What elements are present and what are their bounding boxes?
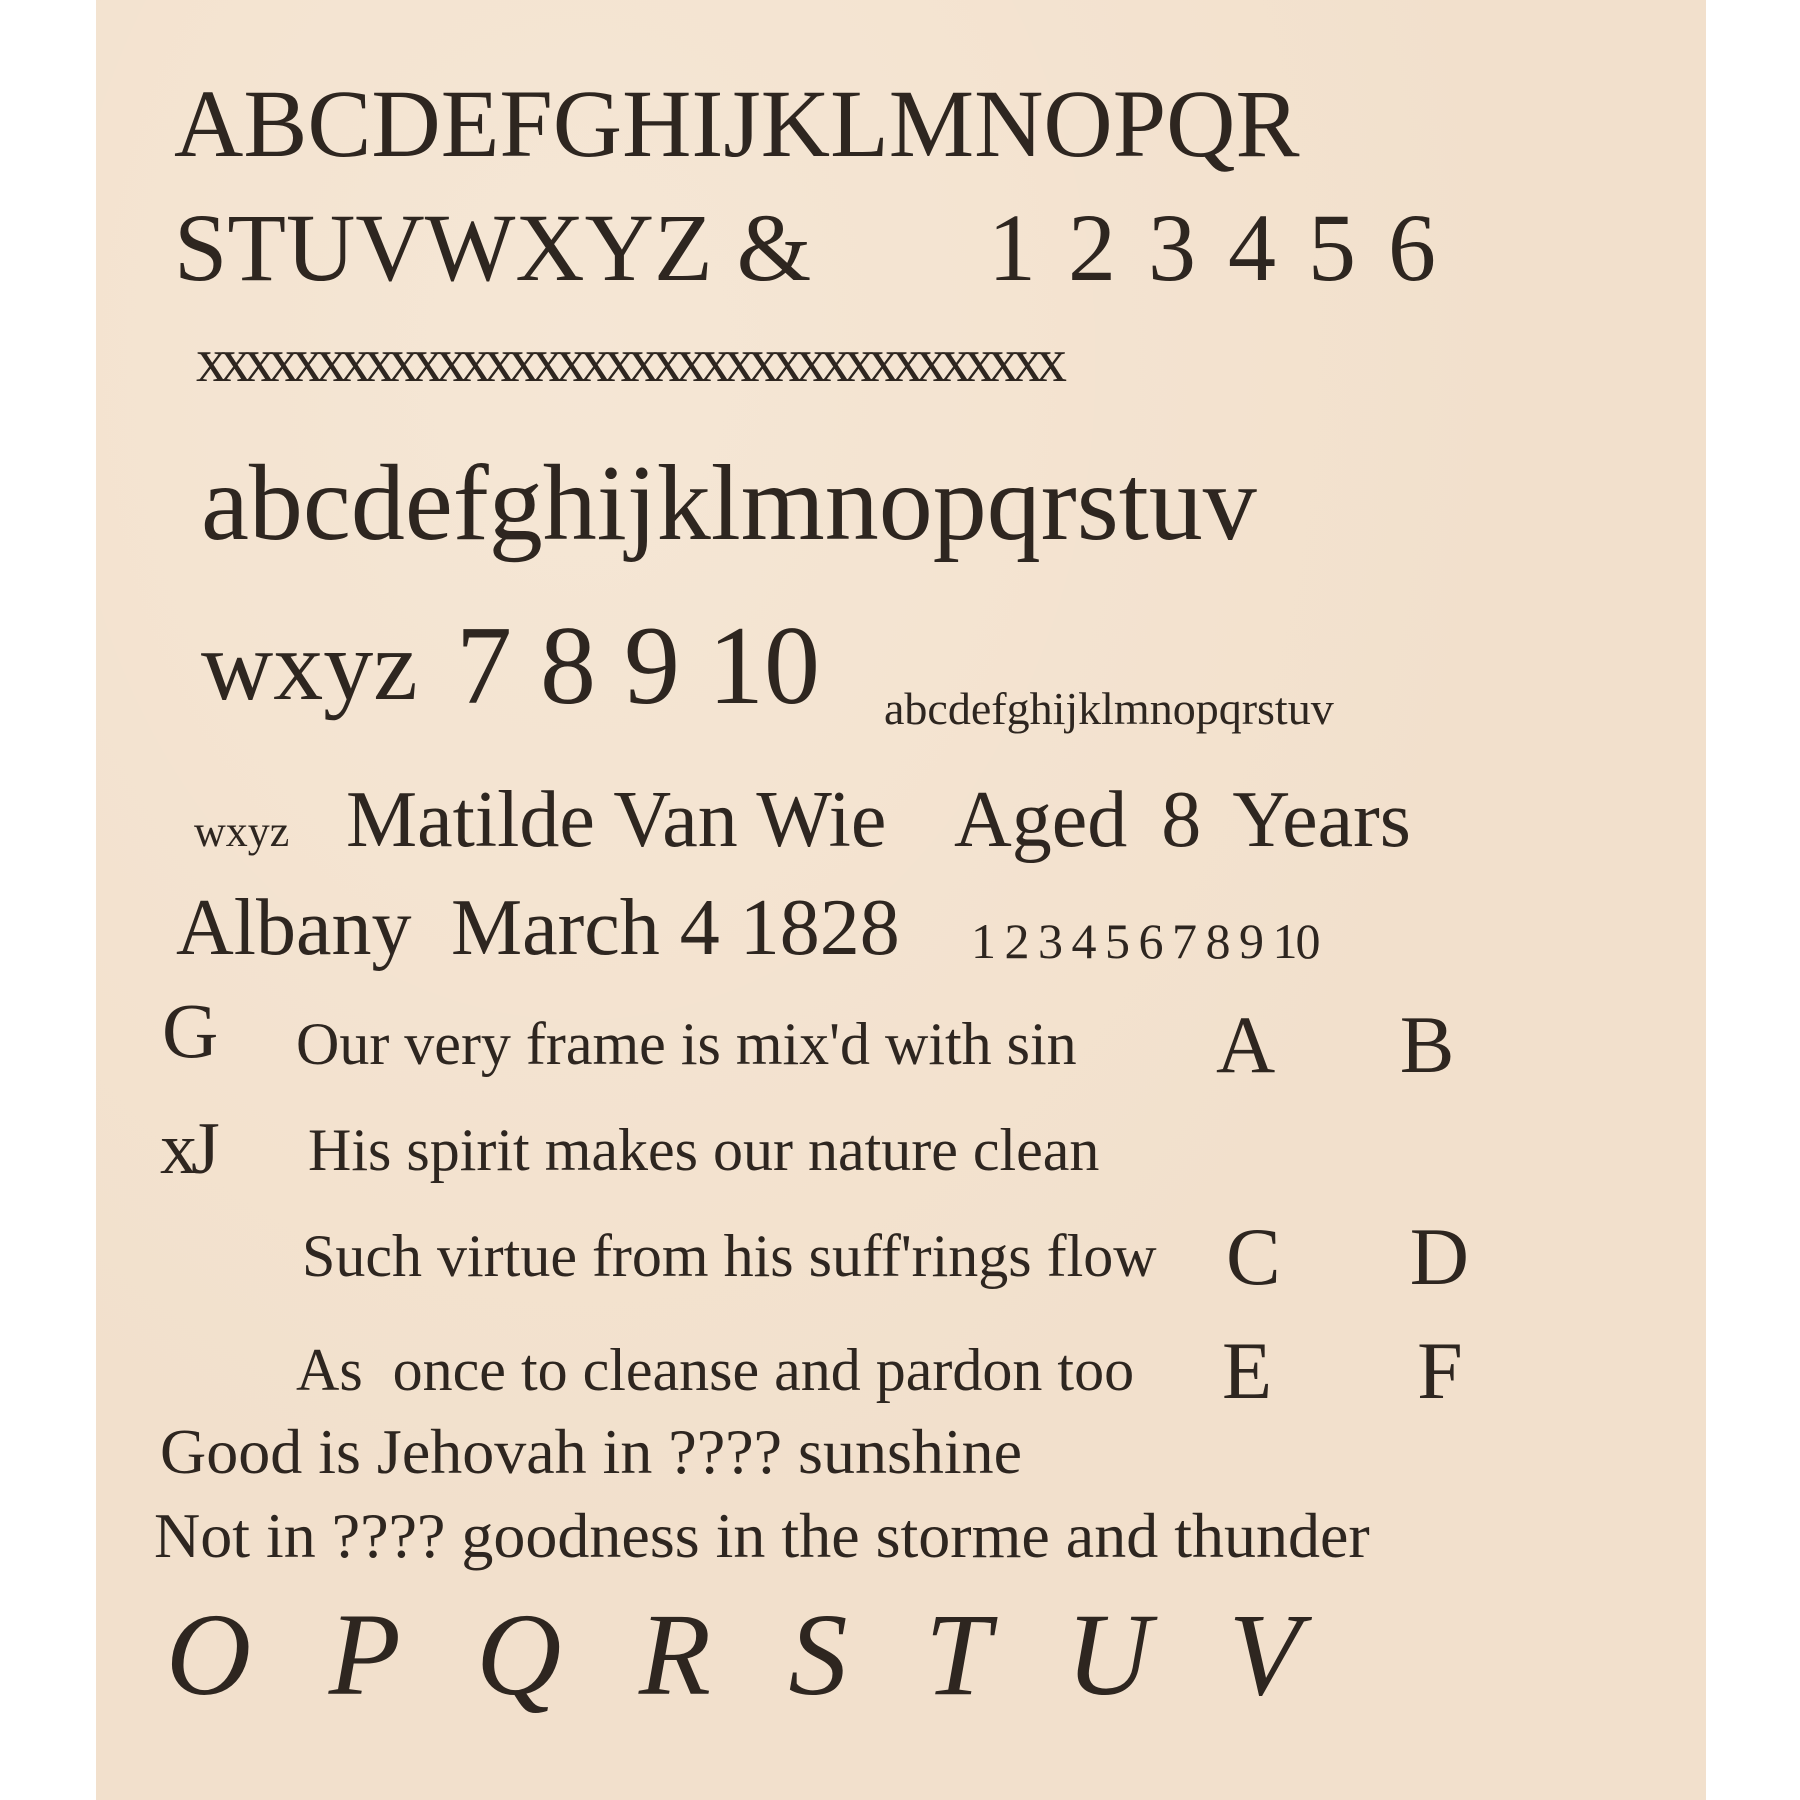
sampler-date: March 4 1828 [451, 884, 900, 972]
uppercase-alphabet-row-2: STUVWXYZ & [174, 194, 812, 301]
cross-stitch-border: xxxxxxxxxxxxxxxxxxxxxxxxxxxxxxxxxxxx [196, 327, 1060, 395]
motto-line-2: Not in ???? goodness in the storme and thunder [154, 1500, 1370, 1571]
small-lowercase-wxyz: wxyz [194, 807, 290, 856]
verse-line-4: As once to cleanse and pardon too [296, 1337, 1135, 1403]
verse-line-1: Our very frame is mix'd with sin [296, 1011, 1077, 1077]
maker-name: Matilde Van Wie [346, 776, 887, 864]
lowercase-alphabet-row-1: abcdefghijklmnopqrstuv [201, 444, 1257, 563]
verse-letters-ab: A B [1216, 999, 1455, 1090]
sampler-sheet [96, 0, 1706, 1800]
maker-age: Aged 8 Years [954, 776, 1411, 864]
uppercase-alphabet-row-1: ABCDEFGHIJKLMNOPQR [174, 70, 1300, 177]
lowercase-alphabet-row-2: wxyz [201, 610, 418, 721]
italic-capitals-row: O P Q R S T U V [166, 1589, 1301, 1720]
small-lowercase-alphabet: abcdefghijklmnopqrstuv [884, 683, 1334, 734]
verse-letters-ef: E F [1222, 1325, 1463, 1416]
motto-line-1: Good is Jehovah in ???? sunshine [160, 1416, 1023, 1487]
verse-line-3: Such virtue from his suff'rings flow [302, 1223, 1157, 1289]
small-numerals-row: 1 2 3 4 5 6 7 8 9 10 [971, 913, 1319, 969]
numerals-row-1: 1 2 3 4 5 6 [988, 194, 1440, 301]
numerals-row-2: 7 8 9 10 [456, 604, 820, 728]
verse-letter-g: G [162, 987, 219, 1074]
place-name: Albany [176, 884, 412, 972]
verse-line-2: His spirit makes our nature clean [308, 1117, 1100, 1183]
verse-letters-cd: C D [1226, 1211, 1469, 1302]
verse-letters-xj: xJ [160, 1108, 214, 1190]
